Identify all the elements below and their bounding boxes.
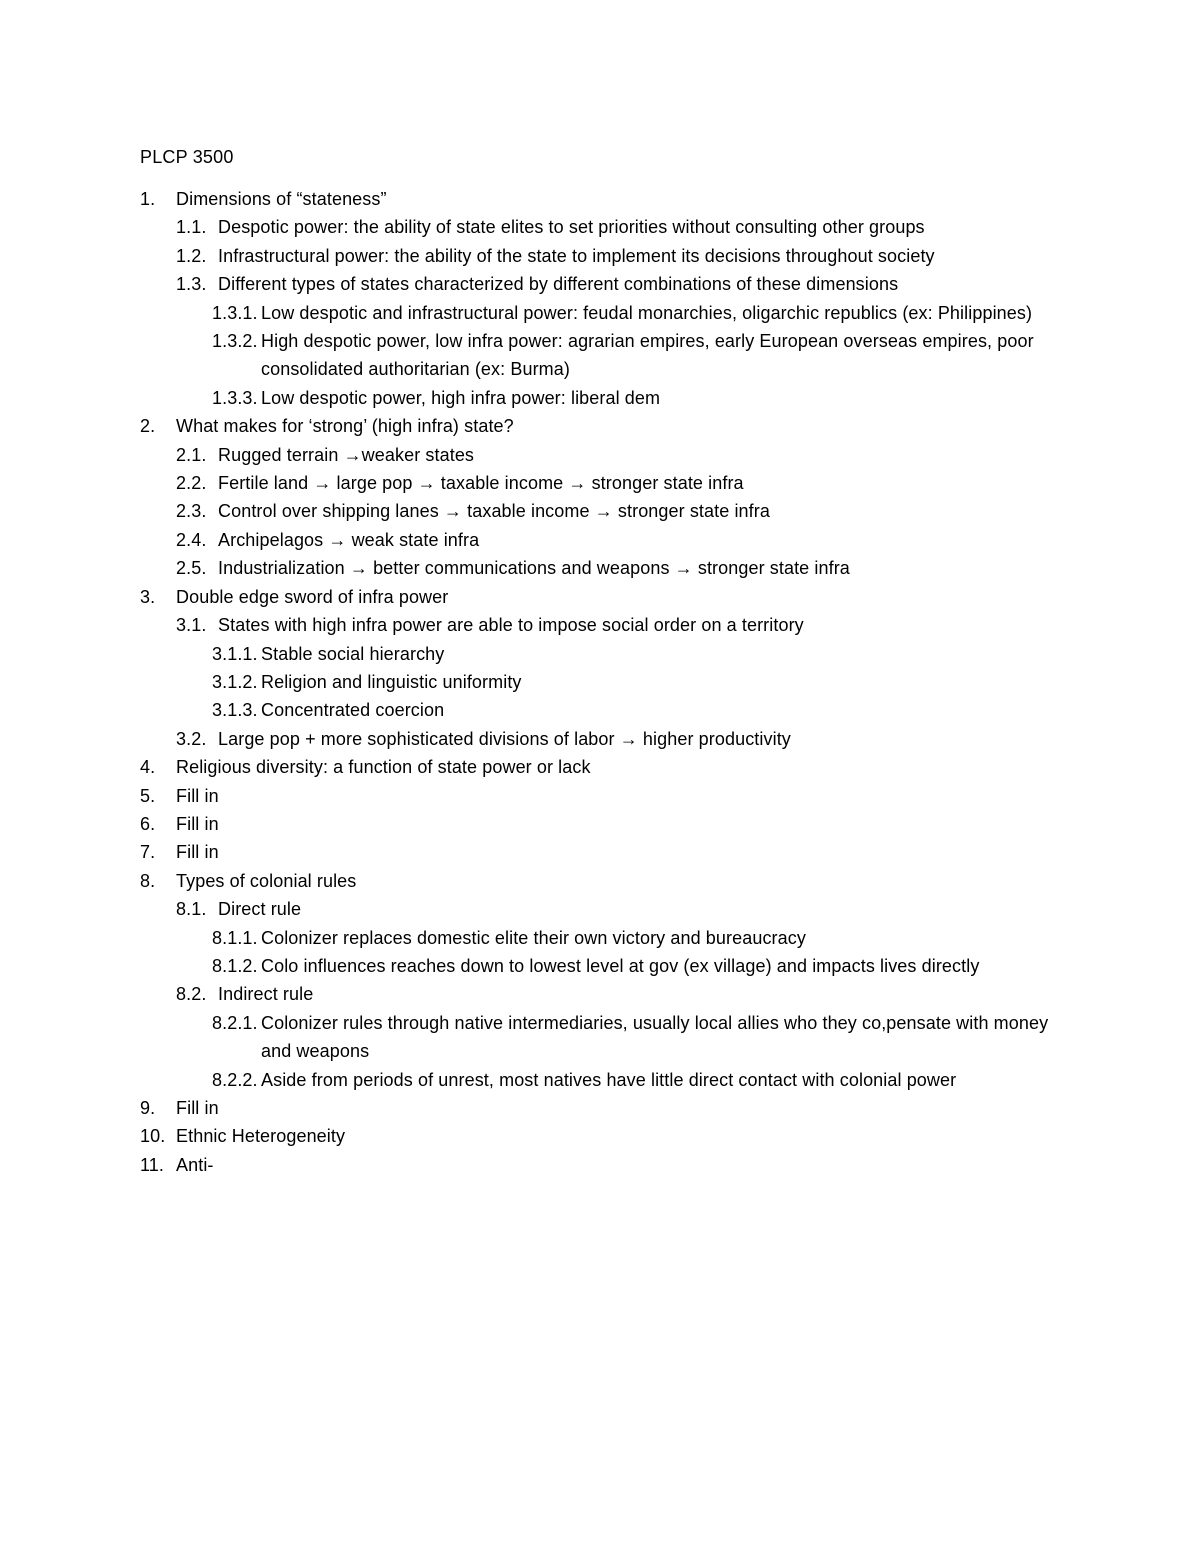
outline-item-text: Colo influences reaches down to lowest level at gov (ex village) and impacts lives directly [261,955,980,976]
outline-item-number: 8.1.2. [212,955,258,976]
outline-item-number: 1.3.3. [212,387,258,408]
outline-item-level-1 [0,867,1200,895]
outline-item-text: Despotic power: the ability of state elites to set priorities without consulting other groups [218,217,925,238]
outline-item-level-2 [0,242,1200,270]
outline-item-number: 2.3. [176,501,207,522]
outline-item-text: Indirect rule [218,984,314,1005]
outline-item-number: 5. [140,785,156,806]
outline-item-level-1 [0,1151,1200,1179]
outline-item-text: High despotic power, low infra power: agrarian empires, early European overseas empires, poor consolidated authoritarian (ex: Burma) [261,331,1034,380]
outline-item-number: 6. [140,813,156,834]
outline-item-text: Anti- [176,1154,214,1175]
outline-item-level-2 [0,554,1200,582]
outline-item-text: What makes for ‘strong’ (high infra) state? [176,416,514,437]
outline-item-level-1 [0,838,1200,866]
outline-item-number: 2. [140,416,156,437]
outline-item-number: 7. [140,842,156,863]
outline-item-text: Religion and linguistic uniformity [261,671,522,692]
outline-item-level-3 [0,668,1200,696]
outline-item-level-1 [0,1094,1200,1122]
outline-item-text: Fill in [176,813,219,834]
outline-item-text: Fill in [176,785,219,806]
outline-item-number: 3.1.1. [212,643,258,664]
outline-item-number: 3.1. [176,615,207,636]
outline-item-number: 2.2. [176,473,207,494]
outline-item-level-1 [0,583,1200,611]
outline-item-text: Religious diversity: a function of state power or lack [176,757,591,778]
outline-item-level-1 [0,1122,1200,1150]
outline-item-number: 11. [140,1154,164,1175]
outline-item-level-1 [0,782,1200,810]
outline-item-number: 1.3.1. [212,302,258,323]
outline-item-number: 3.1.3. [212,700,258,721]
outline-item-text: Aside from periods of unrest, most natives have little direct contact with colonial power [261,1069,957,1090]
outline-item-number: 10. [140,1126,166,1147]
outline-item-text: Archipelagos → weak state infra [218,529,480,550]
outline-item-text: Dimensions of “stateness” [176,189,387,209]
outline-item-number: 8.2. [176,984,207,1005]
outline-item-text: Control over shipping lanes → taxable income → stronger state infra [218,501,770,522]
outline-item-text: Low despotic and infrastructural power: feudal monarchies, oligarchic republics (ex: Philippines) [261,302,1033,323]
outline-item-level-2 [0,526,1200,554]
outline-item-number: 8. [140,870,156,891]
outline-item-level-3 [0,384,1200,412]
outline-item-number: 2.5. [176,558,207,579]
outline-item-number: 8.2.1. [212,1012,258,1033]
outline-item-level-2 [0,611,1200,639]
outline-item-text: Double edge sword of infra power [176,586,449,607]
outline-list [0,185,1200,1179]
outline-item-level-1 [0,810,1200,838]
outline-item-level-2 [0,469,1200,497]
outline-item-number: 8.1. [176,899,207,920]
outline-item-text: Direct rule [218,899,302,920]
outline-item-level-2 [0,725,1200,753]
outline-item-text: Infrastructural power: the ability of the state to implement its decisions throughout society [218,245,935,266]
outline-item-text: Rugged terrain →weaker states [218,444,475,465]
outline-item-text: Industrialization → better communications and weapons → stronger state infra [218,558,850,579]
outline-item-level-3 [0,952,1200,980]
outline-item-level-3 [0,299,1200,327]
outline-item-number: 1.1. [176,217,207,238]
outline-item-text: Fill in [176,842,219,863]
outline-item-level-2 [0,980,1200,1008]
outline-item-number: 1.3. [176,274,207,295]
outline-item-level-2 [0,270,1200,298]
page-title: PLCP 3500 [140,147,234,167]
outline-item-number: 8.2.2. [212,1069,258,1090]
outline-item-level-2 [0,497,1200,525]
outline-item-text: Colonizer replaces domestic elite their own victory and bureaucracy [261,927,806,948]
outline-item-number: 4. [140,757,156,778]
outline-item-level-1 [0,753,1200,781]
outline-item-number: 3. [140,586,156,607]
outline-item-text: Low despotic power, high infra power: liberal dem [261,387,661,408]
outline-item-number: 8.1.1. [212,927,258,948]
outline-item-level-1 [0,412,1200,440]
outline-item-level-2 [0,441,1200,469]
outline-item-text: Large pop + more sophisticated divisions of labor → higher productivity [218,728,791,749]
outline-item-level-1 [0,185,1200,213]
outline-item-number: 3.2. [176,728,207,749]
outline-item-level-3 [0,1009,1200,1066]
outline-item-text: Different types of states characterized by different combinations of these dimensions [218,274,899,295]
outline-item-level-3 [0,924,1200,952]
outline-item-level-2 [0,895,1200,923]
outline-item-number: 2.1. [176,444,207,465]
outline-item-number: 9. [140,1098,156,1118]
outline-item-level-3 [0,327,1200,384]
outline-item-number: 1. [140,189,156,209]
outline-item-text: Stable social hierarchy [261,643,445,664]
outline-item-level-3 [0,696,1200,724]
outline-item-number: 2.4. [176,529,207,550]
outline-item-text: Ethnic Heterogeneity [176,1126,346,1147]
outline-item-number: 1.3.2. [212,331,258,352]
outline-item-text: Types of colonial rules [176,870,357,891]
outline-item-text: Colonizer rules through native intermediaries, usually local allies who they co,pensate with money and weapons [261,1012,1049,1062]
outline-item-level-3 [0,1066,1200,1094]
outline-item-level-2 [0,213,1200,241]
outline-item-text: Fertile land → large pop → taxable income → stronger state infra [218,473,744,494]
outline-item-level-3 [0,640,1200,668]
outline-item-number: 3.1.2. [212,671,258,692]
outline-item-text: States with high infra power are able to impose social order on a territory [218,615,804,636]
outline-item-number: 1.2. [176,245,207,266]
outline-item-text: Concentrated coercion [261,700,445,721]
outline-item-text: Fill in [176,1098,219,1118]
